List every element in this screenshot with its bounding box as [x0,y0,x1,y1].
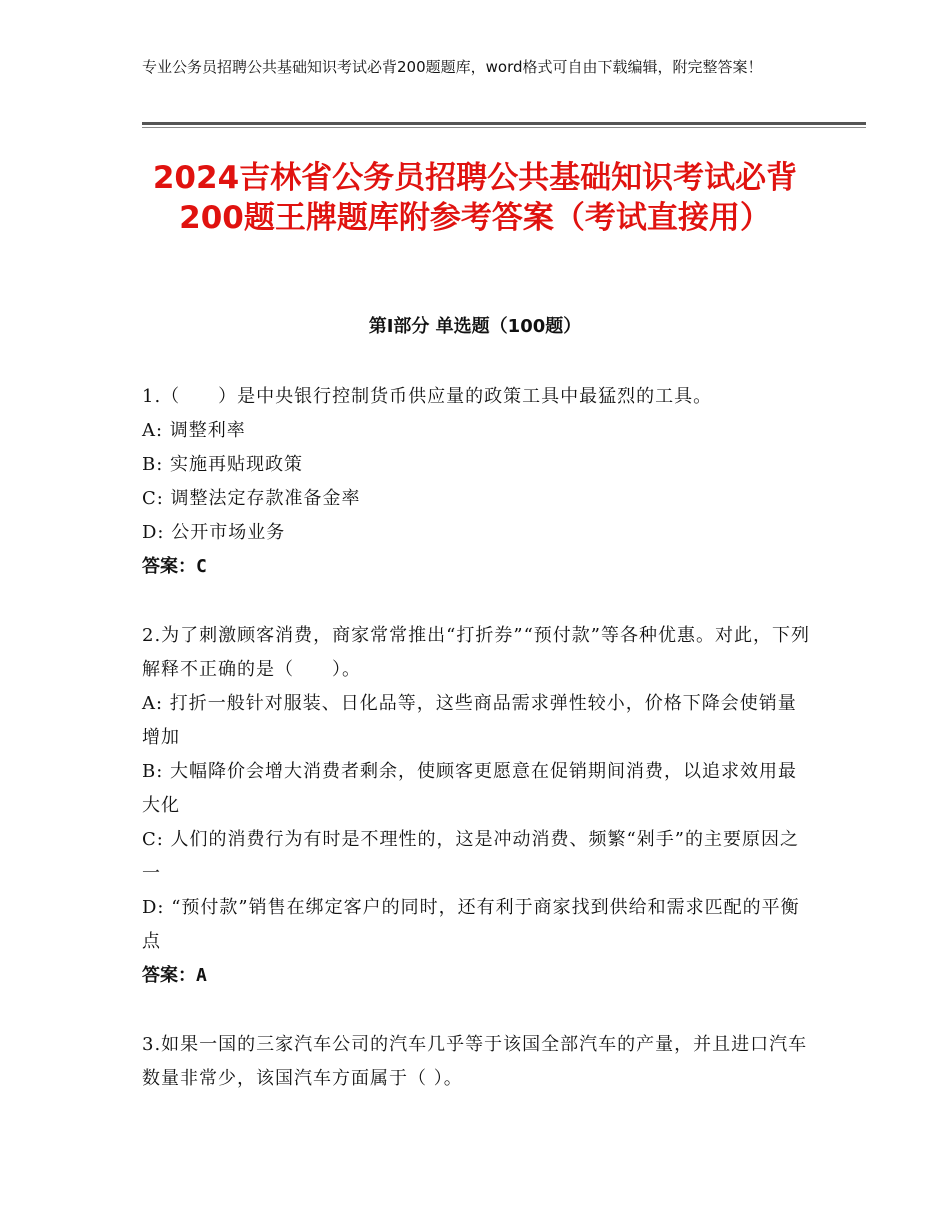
document-title: 2024吉林省公务员招聘公共基础知识考试必背200题王牌题库附参考答案（考试直接用） [152,160,798,236]
option-c: C: 调整法定存款准备金率 [142,488,361,509]
option-b: B: 大幅降价会增大消费者剩余，使顾客更愿意在促销期间消费，以追求效用最大化 [142,761,798,816]
header-note: 专业公务员招聘公共基础知识考试必背200题题库，word格式可自由下载编辑，附完整答案！ [142,58,763,76]
option-a: A: 调整利率 [142,420,246,441]
option-d: D: 公开市场业务 [142,522,286,543]
option-d: D: “预付款”销售在绑定客户的同时，还有利于商家找到供给和需求匹配的平衡点 [142,897,800,952]
question-2 [142,619,812,993]
question-stem: 1.（ ）是中央银行控制货币供应量的政策工具中最猛烈的工具。 [142,386,713,407]
option-c: C: 人们的消费行为有时是不理性的，这是冲动消费、频繁“剁手”的主要原因之一 [142,829,799,884]
answer-line [142,959,812,993]
option-b: B: 实施再贴现政策 [142,454,304,475]
answer-label: 答案： [142,965,196,986]
header-rule-thin [142,127,866,128]
answer-line [142,550,812,584]
answer-label: 答案： [142,556,196,577]
option-a: A: 打折一般针对服装、日化品等，这些商品需求弹性较小，价格下降会使销量增加 [142,693,797,748]
section-title: 第I部分 单选题（100题） [368,316,582,337]
question-1 [142,380,812,584]
answer-value: A [196,965,207,986]
question-3 [142,1028,812,1096]
header-rule-thick [142,122,866,125]
question-stem: 2.为了刺激顾客消费，商家常常推出“打折券”“预付款”等各种优惠。对此，下列解释不正确的是（ ）。 [142,625,810,680]
question-stem: 3.如果一国的三家汽车公司的汽车几乎等于该国全部汽车的产量，并且进口汽车数量非常少，该国汽车方面属于（ ）。 [142,1034,808,1089]
answer-value: C [196,556,207,577]
